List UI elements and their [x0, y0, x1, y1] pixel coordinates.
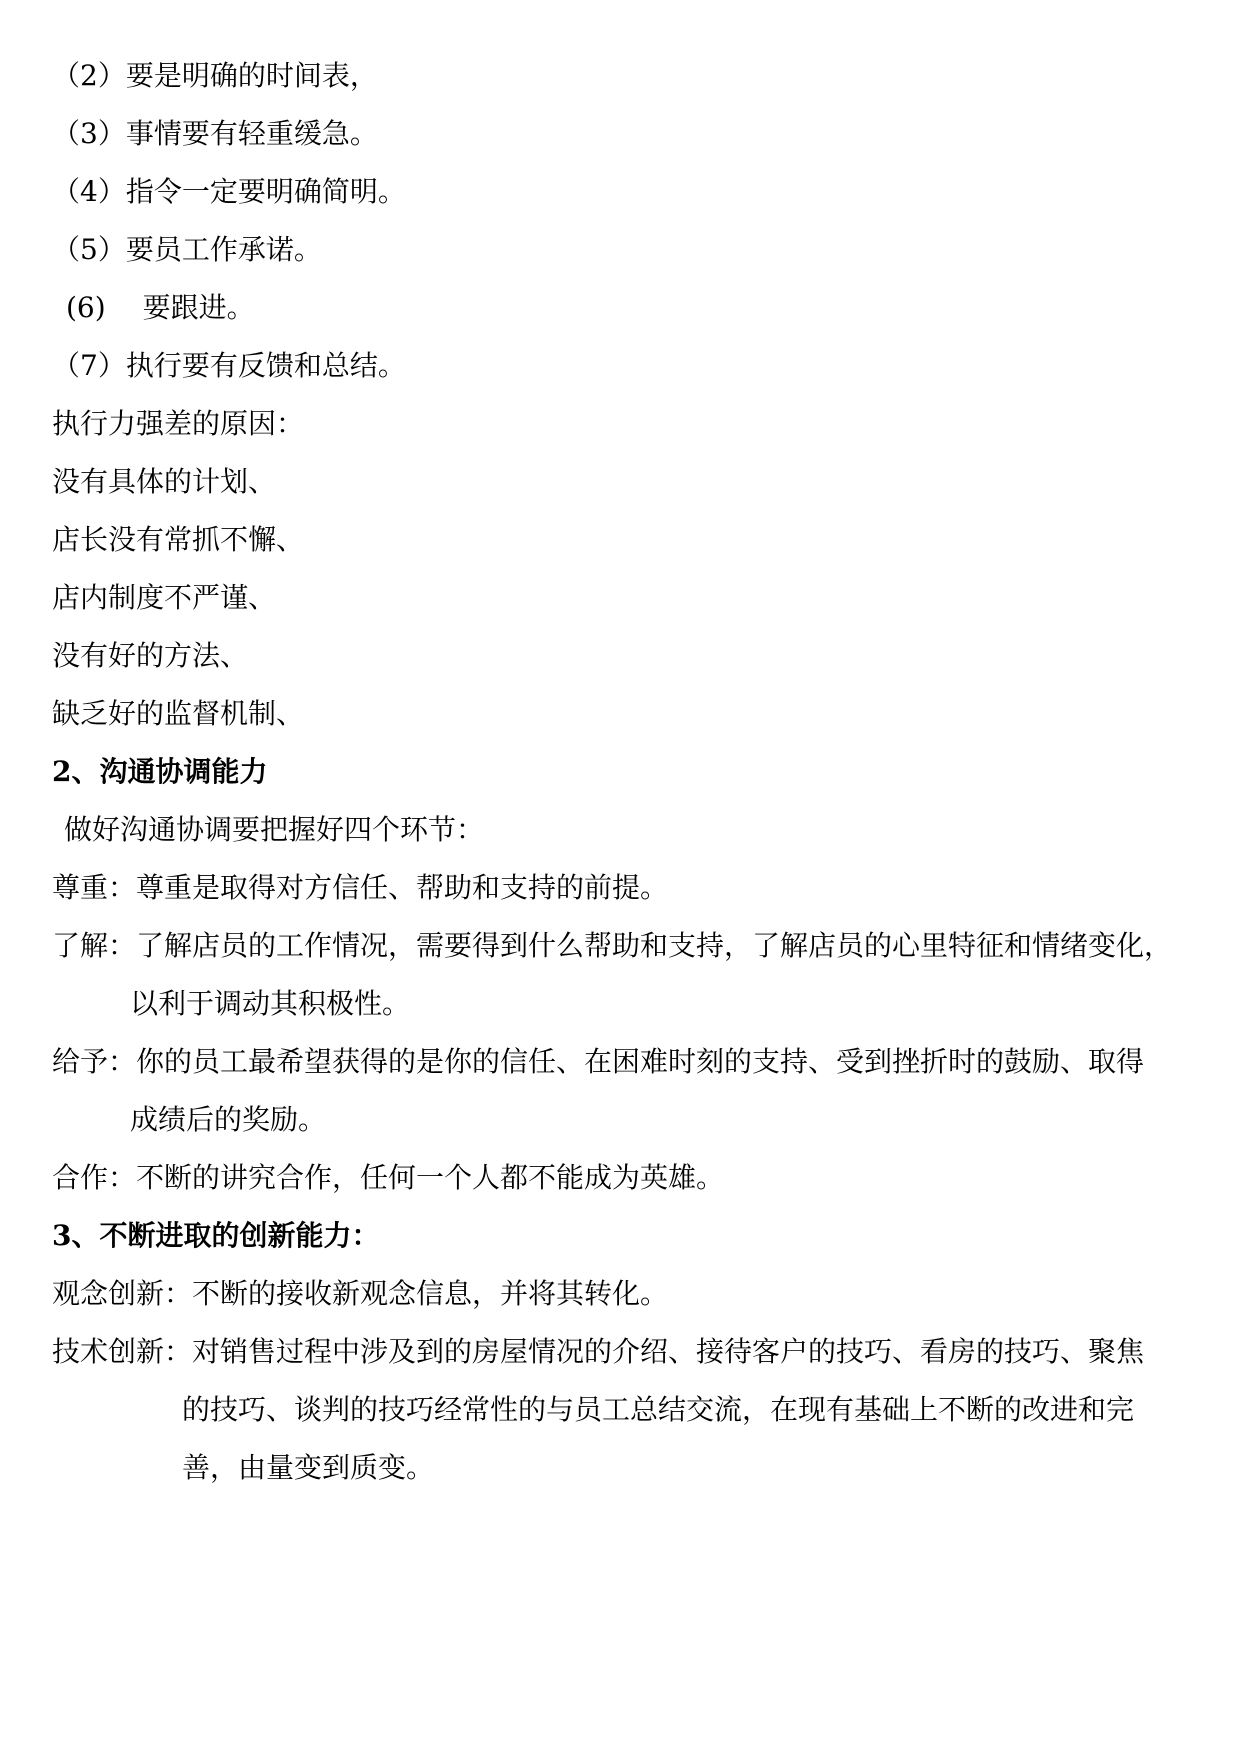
item-text: 不断的讲究合作，任何一个人都不能成为英雄。: [136, 1161, 725, 1194]
step-item: （3）事情要有轻重缓急。: [52, 117, 378, 150]
section-intro: 做好沟通协调要把握好四个环节：: [64, 813, 485, 846]
item-label: 了解：: [52, 929, 137, 962]
item-text: 不断的接收新观念信息，并将其转化。: [192, 1277, 669, 1310]
step-item: （5）要员工作承诺。: [52, 233, 322, 266]
item-continuation: 善，由量变到质变。: [182, 1451, 435, 1484]
step-item: （4）指令一定要明确简明。: [52, 175, 406, 208]
item-continuation: 的技巧、谈判的技巧经常性的与员工总结交流，在现有基础上不断的改进和完: [182, 1393, 1135, 1426]
item-text: 了解店员的工作情况，需要得到什么帮助和支持，了解店员的心里特征和情绪变化，: [136, 929, 1173, 962]
reason-item: 缺乏好的监督机制、: [52, 697, 305, 730]
item-label: 观念创新：: [52, 1277, 193, 1310]
item-line: [52, 870, 668, 906]
reason-item: 没有具体的计划、: [52, 465, 277, 498]
item-continuation: 成绩后的奖励。: [130, 1103, 327, 1136]
item-label: 技术创新：: [52, 1335, 193, 1368]
item-label: 合作：: [52, 1161, 137, 1194]
section-heading: 3、不断进取的创新能力：: [52, 1219, 380, 1252]
item-line: [52, 1276, 668, 1312]
item-label: 尊重：: [52, 871, 137, 904]
item-text: 对销售过程中涉及到的房屋情况的介绍、接待客户的技巧、看房的技巧、聚焦: [192, 1335, 1145, 1368]
reason-item: 没有好的方法、: [52, 639, 249, 672]
item-line: [52, 1160, 724, 1196]
item-text: 尊重是取得对方信任、帮助和支持的前提。: [136, 871, 669, 904]
item-line: [52, 928, 1172, 964]
item-text: 你的员工最希望获得的是你的信任、在困难时刻的支持、受到挫折时的鼓励、取得: [136, 1045, 1145, 1078]
reasons-heading: 执行力强差的原因：: [52, 407, 305, 440]
reason-item: 店长没有常抓不懈、: [52, 523, 305, 556]
item-continuation: 以利于调动其积极性。: [130, 987, 411, 1020]
reason-item: 店内制度不严谨、: [52, 581, 277, 614]
item-line: [52, 1044, 1144, 1080]
step-item: （7）执行要有反馈和总结。: [52, 349, 406, 382]
section-heading: 2、沟通协调能力: [52, 755, 268, 788]
item-label: 给予：: [52, 1045, 137, 1078]
step-item: (6) 要跟进。: [66, 291, 255, 324]
item-line: [52, 1334, 1144, 1370]
step-item: （2）要是明确的时间表，: [52, 59, 378, 92]
